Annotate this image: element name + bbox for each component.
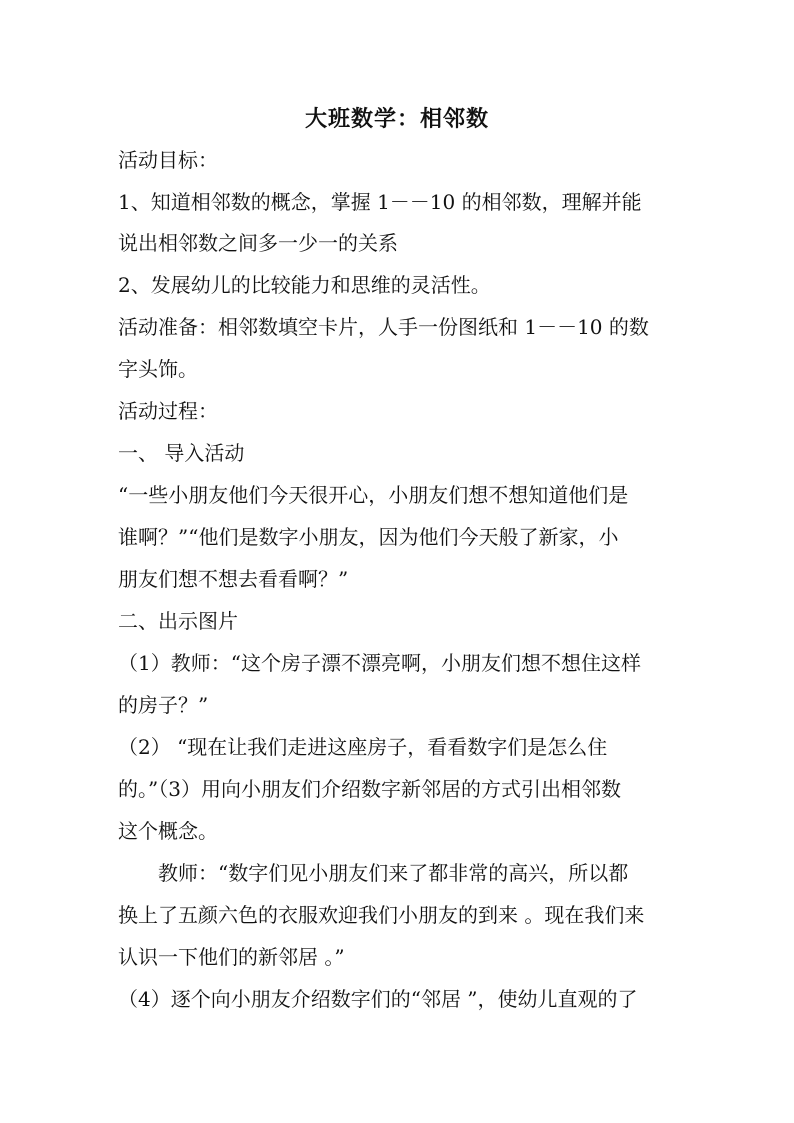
section-heading-process: 活动过程： (118, 399, 218, 423)
step-2-item-4-line-1: （4）逐个向小朋友介绍数字们的“邻居 ”，使幼儿直观的了 (118, 987, 638, 1011)
section-heading-goals: 活动目标： (118, 148, 218, 172)
teacher-quote-line-2: 换上了五颜六色的衣服欢迎我们小朋友的到来 。现在我们来 (118, 903, 645, 927)
step-2-item-1-line-2: 的房子？” (118, 693, 209, 717)
step-1-text-line-3: 朋友们想不想去看看啊？” (118, 567, 349, 591)
step-1-text-line-1: “一些小朋友他们今天很开心，小朋友们想不想知道他们是 (118, 483, 629, 507)
teacher-quote-line-3: 认识一下他们的新邻居 。” (118, 945, 345, 969)
step-1-heading: 一、 导入活动 (118, 441, 245, 465)
step-2-item-1-line-1: （1）教师：“这个房子漂不漂亮啊，小朋友们想不想住这样 (118, 651, 641, 675)
step-2-heading: 二、出示图片 (118, 609, 238, 633)
step-1-text-line-2: 谁啊？”“他们是数字小朋友，因为他们今天般了新家，小 (118, 525, 619, 549)
document-title: 大班数学：相邻数 (304, 106, 489, 132)
goal-2: 2、发展幼儿的比较能力和思维的灵活性。 (118, 273, 491, 297)
goal-1-line-1: 1、知道相邻数的概念，掌握 1－－10 的相邻数，理解并能 (118, 190, 642, 214)
preparation-line-2: 字头饰。 (118, 357, 198, 381)
step-2-item-2-line-1: （2） “现在让我们走进这座房子，看看数字们是怎么住 (118, 735, 608, 759)
step-2-item-3-line-1: 这个概念。 (118, 819, 218, 843)
teacher-quote-line-1: 教师：“数字们见小朋友们来了都非常的高兴，所以都 (158, 861, 629, 885)
step-2-item-2-line-2: 的。”（3）用向小朋友们介绍数字新邻居的方式引出相邻数 (118, 777, 621, 801)
preparation-line-1: 活动准备：相邻数填空卡片，人手一份图纸和 1－－10 的数 (118, 315, 649, 339)
goal-1-line-2: 说出相邻数之间多一少一的关系 (118, 231, 398, 255)
